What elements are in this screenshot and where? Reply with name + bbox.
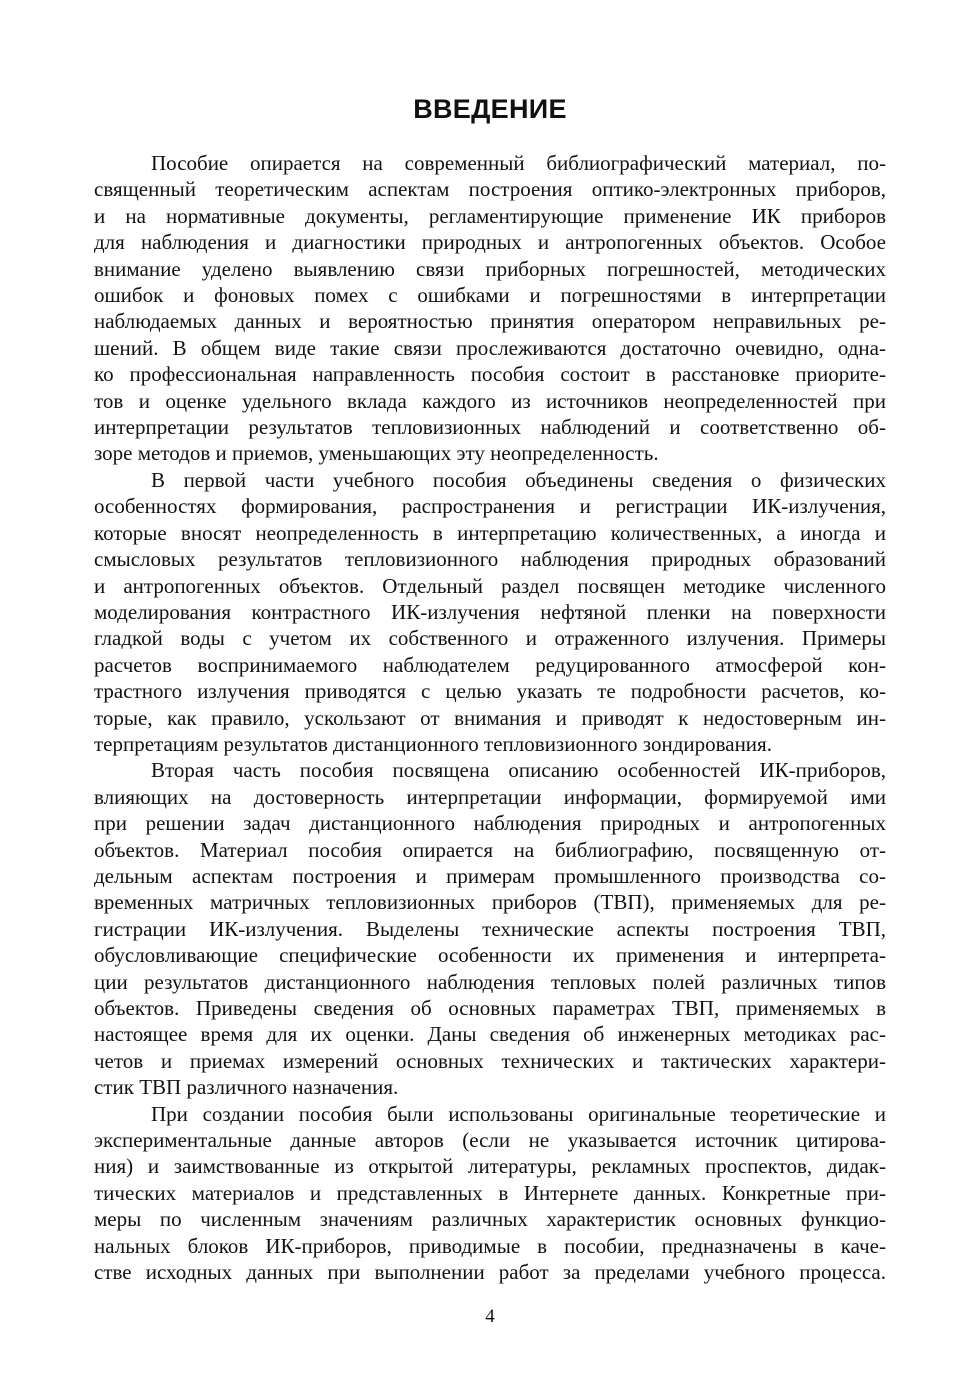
text-line: четов и приемах измерений основных технических и тактических характери- — [94, 1048, 886, 1073]
page-title: ВВЕДЕНИЕ — [413, 94, 567, 124]
text-line: нальных блоков ИК-приборов, приводимые в пособии, предназначены в каче- — [94, 1233, 886, 1258]
text-line: меры по численным значениям различных характеристик основных функцио- — [94, 1207, 886, 1232]
text-line: тов и оценке удельного вклада каждого из источников неопределенностей при — [94, 388, 886, 413]
text-line: наблюдаемых данных и вероятностью принятия оператором неправильных ре- — [94, 309, 886, 334]
text-line: Вторая часть пособия посвящена описанию особенностей ИК-приборов, — [151, 758, 886, 783]
text-line: и на нормативные документы, регламентирующие применение ИК приборов — [94, 203, 886, 228]
text-line: зоре методов и приемов, уменьшающих эту неопределенность. — [94, 441, 659, 466]
paragraph-2 — [94, 467, 886, 757]
text-line: ко профессиональная направленность пособия состоит в расстановке приорите- — [94, 362, 886, 387]
text-line: гладкой воды с учетом их собственного и отраженного излучения. Примеры — [94, 626, 886, 651]
text-line: ния) и заимствованные из открытой литературы, рекламных проспектов, дидак- — [94, 1154, 886, 1179]
text-line: при решении задач дистанционного наблюдения природных и антропогенных — [94, 811, 886, 836]
text-line: терпретациям результатов дистанционного тепловизионного зондирования. — [94, 731, 772, 756]
paragraphs-container — [94, 150, 886, 1285]
paragraph-3 — [94, 757, 886, 1100]
text-line: особенностях формирования, распространения и регистрации ИК-излучения, — [94, 494, 886, 519]
text-line: влияющих на достоверность интерпретации информации, формируемой ими — [94, 784, 886, 809]
text-line: священный теоретическим аспектам построения оптико-электронных приборов, — [94, 177, 886, 202]
text-line: шений. В общем виде такие связи прослеживаются достаточно очевидно, одна- — [94, 335, 886, 360]
text-line: тических материалов и представленных в Интернете данных. Конкретные при- — [94, 1180, 886, 1205]
text-line: временных матричных тепловизионных приборов (ТВП), применяемых для ре- — [94, 890, 886, 915]
text-line: интерпретации результатов тепловизионных наблюдений и соответственно об- — [94, 415, 886, 440]
text-line: трастного излучения приводятся с целью указать те подробности расчетов, ко- — [94, 679, 886, 704]
text-line: объектов. Приведены сведения об основных параметрах ТВП, применяемых в — [94, 996, 886, 1020]
text-line: для наблюдения и диагностики природных и антропогенных объектов. Особое — [94, 230, 886, 255]
text-line: стик ТВП различного назначения. — [94, 1075, 399, 1100]
text-line: дельным аспектам построения и примерам промышленного производства со- — [94, 863, 886, 888]
text-line: внимание уделено выявлению связи приборных погрешностей, методических — [94, 256, 886, 281]
page-number: 4 — [485, 1306, 495, 1327]
text-line: стве исходных данных при выполнении работ за пределами учебного процесса. — [94, 1260, 886, 1285]
text-line: ошибок и фоновых помех с ошибками и погрешностями в интерпретации — [94, 283, 886, 308]
text-line: и антропогенных объектов. Отдельный раздел посвящен методике численного — [94, 573, 886, 598]
paragraph-4 — [94, 1101, 886, 1286]
text-line: обусловливающие специфические особенности их применения и интерпрета- — [94, 943, 886, 968]
text-line: торые, как правило, ускользают от внимания и приводят к недостоверным ин- — [94, 705, 886, 730]
text-line: настоящее время для их оценки. Даны сведения об инженерных методиках рас- — [94, 1022, 886, 1047]
text-line: При создании пособия были использованы оригинальные теоретические и — [151, 1101, 886, 1126]
text-line: объектов. Материал пособия опирается на библиографию, посвященную от- — [94, 837, 886, 862]
text-line: смысловых результатов тепловизионного наблюдения природных образований — [94, 547, 886, 572]
paragraph-1 — [94, 150, 886, 467]
text-line: которые вносят неопределенность в интерпретацию количественных, а иногда и — [94, 520, 886, 545]
text-line: экспериментальные данные авторов (если не указывается источник цитирова- — [94, 1128, 886, 1153]
text-line: гистрации ИК-излучения. Выделены технические аспекты построения ТВП, — [94, 916, 886, 941]
page-body — [94, 92, 886, 1285]
text-line: В первой части учебного пособия объединены сведения о физических — [151, 467, 886, 492]
text-line: Пособие опирается на современный библиографический материал, по- — [151, 151, 886, 175]
text-line: моделирования контрастного ИК-излучения нефтяной пленки на поверхности — [94, 599, 886, 624]
text-line: ции результатов дистанционного наблюдения тепловых полей различных типов — [94, 969, 886, 994]
text-line: расчетов воспринимаемого наблюдателем редуцированного атмосферой кон- — [94, 652, 886, 677]
